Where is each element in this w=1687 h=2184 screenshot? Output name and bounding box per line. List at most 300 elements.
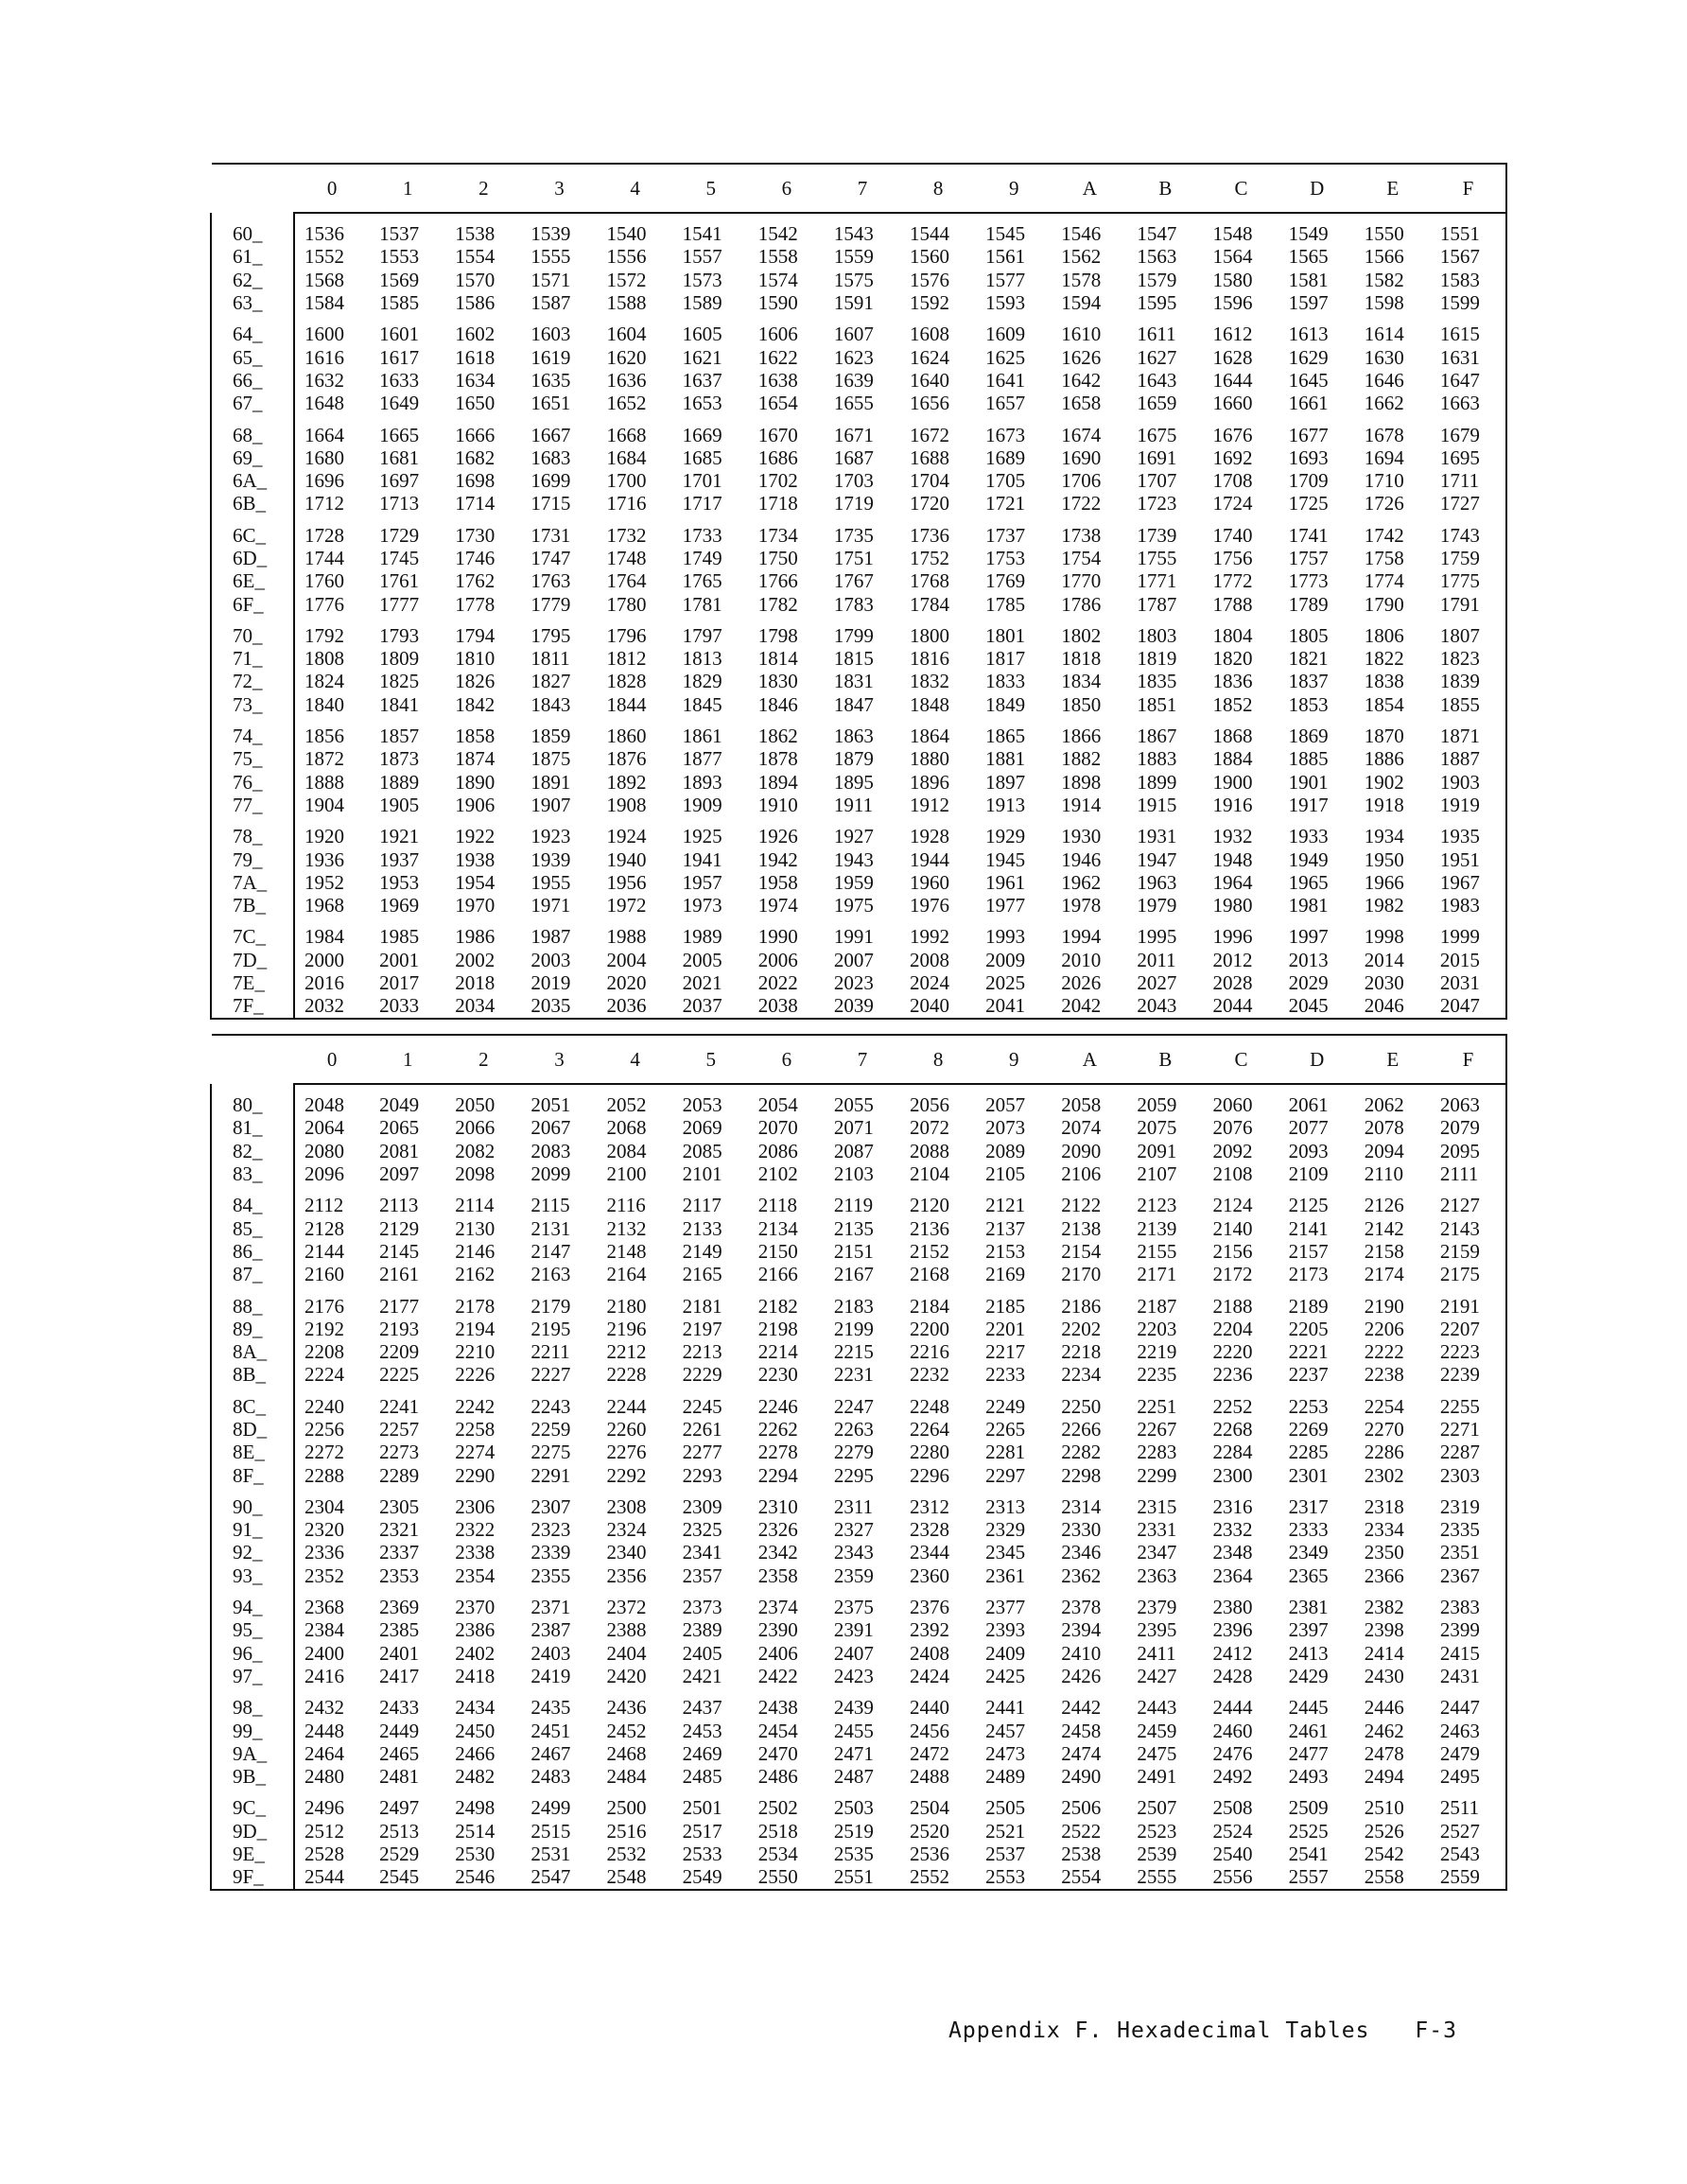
table-cell: 1595 <box>1137 291 1177 315</box>
table-cell: 1649 <box>379 392 420 415</box>
table-cell: 1730 <box>455 523 496 547</box>
table-cell: 1680 <box>304 446 344 469</box>
table-cell: 1908 <box>606 793 647 816</box>
table-cell: 1952 <box>304 870 344 894</box>
table-cell: 2126 <box>1364 1194 1404 1217</box>
table-cell: 2316 <box>1212 1494 1253 1518</box>
table-cell: 1842 <box>455 692 496 716</box>
table-cell: 1793 <box>379 623 420 647</box>
table-cell: 2007 <box>833 948 874 971</box>
table-row <box>211 771 1506 794</box>
table-row <box>211 670 1506 692</box>
table-cell: 1709 <box>1288 469 1329 493</box>
table-cell: 1815 <box>833 647 874 671</box>
table-cell: 1885 <box>1288 747 1329 771</box>
table-cell: 2147 <box>530 1239 571 1263</box>
table-cell: 2498 <box>455 1796 496 1820</box>
table-cell: 2351 <box>1439 1541 1480 1564</box>
table-cell: 2177 <box>379 1294 420 1318</box>
table-cell: 1706 <box>1061 469 1102 493</box>
table-cell: 1805 <box>1288 623 1329 647</box>
table-cell: 1867 <box>1137 725 1177 748</box>
table-cell: 1620 <box>606 345 647 369</box>
table-cell: 1803 <box>1137 623 1177 647</box>
table-cell: 1960 <box>910 870 949 894</box>
table-cell: 1593 <box>985 291 1026 315</box>
table-cell: 2491 <box>1137 1765 1177 1789</box>
table-cell: 2090 <box>1061 1139 1102 1162</box>
table-cell: 2281 <box>985 1441 1026 1464</box>
table-cell: 2140 <box>1212 1216 1253 1240</box>
table-cell: 2187 <box>1137 1294 1177 1318</box>
table-row <box>211 1719 1506 1741</box>
table-cell: 1727 <box>1439 492 1480 515</box>
table-cell: 2556 <box>1212 1865 1253 1889</box>
table-cell: 1992 <box>910 925 949 949</box>
row-label: 84_ <box>211 1185 294 1216</box>
table-cell: 2350 <box>1364 1541 1404 1564</box>
table-cell: 2380 <box>1212 1596 1253 1619</box>
table-cell: 2317 <box>1288 1494 1329 1518</box>
table-cell: 2559 <box>1439 1865 1480 1889</box>
table-cell: 1659 <box>1137 392 1177 415</box>
table-cell: 1895 <box>833 770 874 794</box>
table-cell: 1871 <box>1439 725 1480 748</box>
table-cell: 1700 <box>606 469 647 493</box>
table-cell: 2185 <box>985 1294 1026 1318</box>
table-cell: 1636 <box>606 368 647 392</box>
table-cell: 1652 <box>606 392 647 415</box>
column-header: C <box>1204 1035 1279 1084</box>
table-cell: 2173 <box>1288 1263 1329 1286</box>
table-cell: 2448 <box>304 1719 344 1742</box>
table-cell: 2071 <box>833 1116 874 1140</box>
table-cell: 1909 <box>682 793 722 816</box>
table-cell: 2411 <box>1137 1641 1176 1665</box>
table-cell: 1690 <box>1061 446 1102 469</box>
table-cell: 1781 <box>682 592 722 616</box>
table-cell: 2341 <box>682 1541 722 1564</box>
table-cell: 2055 <box>833 1093 874 1117</box>
table-cell: 1622 <box>757 345 798 369</box>
table-cell: 2552 <box>910 1865 949 1889</box>
table-cell: 2418 <box>455 1664 496 1687</box>
table-cell: 1657 <box>985 392 1026 415</box>
table-row <box>211 1820 1506 1843</box>
table-row <box>211 693 1506 716</box>
column-header: E <box>1355 1035 1431 1084</box>
table-cell: 1804 <box>1212 623 1253 647</box>
table-row <box>211 1441 1506 1463</box>
table-cell: 2293 <box>682 1463 722 1487</box>
table-cell: 1822 <box>1364 647 1404 671</box>
table-cell: 2357 <box>682 1564 722 1587</box>
table-cell: 2139 <box>1137 1216 1177 1240</box>
table-cell: 2516 <box>606 1819 647 1843</box>
table-cell: 2037 <box>682 994 722 1018</box>
table-cell: 1935 <box>1439 825 1480 848</box>
table-cell: 2052 <box>606 1093 647 1117</box>
table-cell: 2546 <box>455 1865 496 1889</box>
table-cell: 2162 <box>455 1263 496 1286</box>
table-cell: 1580 <box>1212 268 1253 291</box>
table-cell: 1609 <box>985 323 1026 346</box>
table-cell: 1826 <box>455 670 496 693</box>
table-cell: 2284 <box>1212 1441 1253 1464</box>
table-cell: 2493 <box>1288 1765 1329 1789</box>
table-cell: 2123 <box>1137 1194 1177 1217</box>
table-cell: 2176 <box>304 1294 344 1318</box>
table-cell: 1604 <box>606 323 647 346</box>
table-cell: 2180 <box>606 1294 647 1318</box>
row-label: 6A_ <box>211 469 294 492</box>
table-cell: 1683 <box>530 446 571 469</box>
table-cell: 1828 <box>606 670 647 693</box>
table-cell: 2155 <box>1137 1239 1177 1263</box>
table-cell: 2525 <box>1288 1819 1329 1843</box>
table-cell: 1808 <box>304 647 344 671</box>
table-cell: 1742 <box>1364 523 1404 547</box>
table-cell: 1961 <box>985 870 1026 894</box>
table-cell: 2175 <box>1439 1263 1480 1286</box>
table-row <box>211 1363 1506 1386</box>
table-cell: 2252 <box>1212 1394 1253 1418</box>
table-cell: 2262 <box>757 1418 798 1441</box>
table-cell: 2540 <box>1212 1843 1253 1866</box>
table-row <box>211 747 1506 770</box>
table-cell: 2264 <box>910 1418 949 1441</box>
column-header: B <box>1127 1035 1203 1084</box>
table-cell: 2074 <box>1061 1116 1102 1140</box>
table-cell: 1856 <box>304 725 344 748</box>
row-label: 7E_ <box>211 971 294 994</box>
table-cell: 1849 <box>985 692 1026 716</box>
table-cell: 2104 <box>910 1162 949 1186</box>
table-cell: 1628 <box>1212 345 1253 369</box>
table-cell: 1938 <box>455 847 496 871</box>
table-cell: 2438 <box>757 1696 798 1720</box>
table-cell: 1717 <box>682 492 722 515</box>
row-label: 91_ <box>211 1518 294 1541</box>
table-cell: 2370 <box>455 1596 496 1619</box>
table-cell: 2324 <box>606 1518 647 1542</box>
table-row <box>211 816 1506 847</box>
table-cell: 1638 <box>757 368 798 392</box>
table-cell: 1918 <box>1364 793 1404 816</box>
table-cell: 1703 <box>833 469 874 493</box>
table-cell: 2193 <box>379 1317 420 1340</box>
table-cell: 2315 <box>1137 1494 1177 1518</box>
table-cell: 2022 <box>757 971 798 995</box>
page-number: F-3 <box>1415 2018 1457 2043</box>
table-cell: 2291 <box>530 1463 571 1487</box>
table-cell: 1930 <box>1061 825 1102 848</box>
row-label: 73_ <box>211 693 294 716</box>
table-cell: 2445 <box>1288 1696 1329 1720</box>
table-cell: 1723 <box>1137 492 1177 515</box>
table-cell: 2151 <box>833 1239 874 1263</box>
table-cell: 2227 <box>530 1363 571 1387</box>
table-cell: 1969 <box>379 894 420 917</box>
table-cell: 1812 <box>606 647 647 671</box>
table-cell: 1912 <box>910 793 949 816</box>
table-cell: 2404 <box>606 1641 647 1665</box>
table-cell: 2388 <box>606 1618 647 1642</box>
table-cell: 2199 <box>833 1317 874 1340</box>
table-cell: 2336 <box>304 1541 344 1564</box>
table-cell: 2453 <box>682 1719 722 1742</box>
table-cell: 2347 <box>1137 1541 1177 1564</box>
table-cell: 2343 <box>833 1541 874 1564</box>
table-cell: 2149 <box>682 1239 722 1263</box>
row-label: 64_ <box>211 314 294 345</box>
table-row <box>211 1318 1506 1340</box>
table-cell: 1679 <box>1439 423 1480 446</box>
table-cell: 2557 <box>1288 1865 1329 1889</box>
table-cell: 2312 <box>910 1494 949 1518</box>
table-cell: 2009 <box>985 948 1026 971</box>
table-cell: 1913 <box>985 793 1026 816</box>
table-cell: 1611 <box>1137 323 1176 346</box>
table-cell: 2253 <box>1288 1394 1329 1418</box>
table-cell: 1767 <box>833 569 874 593</box>
table-cell: 2558 <box>1364 1865 1404 1889</box>
table-cell: 2165 <box>682 1263 722 1286</box>
column-header: 3 <box>521 1035 597 1084</box>
table-cell: 2255 <box>1439 1394 1480 1418</box>
table-cell: 2201 <box>985 1317 1026 1340</box>
table-cell: 1549 <box>1288 222 1329 246</box>
table-cell: 2084 <box>606 1139 647 1162</box>
table-cell: 2458 <box>1061 1719 1102 1742</box>
table-cell: 2013 <box>1288 948 1329 971</box>
table-cell: 1551 <box>1439 222 1480 246</box>
table-cell: 2136 <box>910 1216 949 1240</box>
table-cell: 1993 <box>985 925 1026 949</box>
table-cell: 2397 <box>1288 1618 1329 1642</box>
row-label: 82_ <box>211 1140 294 1162</box>
table-row <box>211 949 1506 971</box>
table-cell: 1594 <box>1061 291 1102 315</box>
table-cell: 2121 <box>985 1194 1026 1217</box>
table-cell: 1954 <box>455 870 496 894</box>
table-cell: 2020 <box>606 971 647 995</box>
table-cell: 1748 <box>606 547 647 569</box>
table-cell: 1777 <box>379 592 420 616</box>
table-cell: 1910 <box>757 793 798 816</box>
table-row <box>211 1665 1506 1687</box>
table-cell: 1626 <box>1061 345 1102 369</box>
table-cell: 1644 <box>1212 368 1253 392</box>
table-cell: 1846 <box>757 692 798 716</box>
table-cell: 2470 <box>757 1741 798 1765</box>
table-cell: 2062 <box>1364 1093 1404 1117</box>
table-cell: 1889 <box>379 770 420 794</box>
row-label: 61_ <box>211 245 294 268</box>
table-cell: 1708 <box>1212 469 1253 493</box>
table-cell: 2108 <box>1212 1162 1253 1186</box>
table-cell: 1575 <box>833 268 874 291</box>
table-cell: 2024 <box>910 971 949 995</box>
table-cell: 1676 <box>1212 423 1253 446</box>
table-cell: 2456 <box>910 1719 949 1742</box>
table-cell: 1705 <box>985 469 1026 493</box>
table-cell: 1612 <box>1212 323 1253 346</box>
table-cell: 1903 <box>1439 770 1480 794</box>
column-header: 6 <box>749 164 825 213</box>
table-cell: 1557 <box>682 245 722 269</box>
table-cell: 2476 <box>1212 1741 1253 1765</box>
table-cell: 1750 <box>757 547 798 569</box>
table-cell: 2041 <box>985 994 1026 1018</box>
table-cell: 1936 <box>304 847 344 871</box>
column-header: 1 <box>370 1035 445 1084</box>
table-cell: 1886 <box>1364 747 1404 771</box>
table-cell: 2063 <box>1439 1093 1480 1117</box>
table-cell: 2019 <box>530 971 571 995</box>
table-cell: 1641 <box>985 368 1026 392</box>
table-cell: 2096 <box>304 1162 344 1186</box>
table-cell: 2514 <box>455 1819 496 1843</box>
table-cell: 1692 <box>1212 446 1253 469</box>
column-header: F <box>1431 1035 1506 1084</box>
table-cell: 1779 <box>530 592 571 616</box>
table-cell: 2233 <box>985 1363 1026 1387</box>
table-cell: 1890 <box>455 770 496 794</box>
table-cell: 1561 <box>985 245 1026 269</box>
table-cell: 2242 <box>455 1394 496 1418</box>
table-cell: 1550 <box>1364 222 1404 246</box>
table-cell: 1797 <box>682 623 722 647</box>
table-row <box>211 1487 1506 1518</box>
table-cell: 1633 <box>379 368 420 392</box>
column-header: 0 <box>294 1035 370 1084</box>
table-cell: 2296 <box>910 1463 949 1487</box>
table-cell: 2526 <box>1364 1819 1404 1843</box>
table-cell: 2122 <box>1061 1194 1102 1217</box>
table-cell: 2415 <box>1439 1641 1480 1665</box>
row-label: 65_ <box>211 345 294 368</box>
table-cell: 2182 <box>757 1294 798 1318</box>
row-label: 80_ <box>211 1084 294 1116</box>
table-cell: 2508 <box>1212 1796 1253 1820</box>
table-cell: 1965 <box>1288 870 1329 894</box>
table-cell: 1883 <box>1137 747 1177 771</box>
table-cell: 2216 <box>910 1340 949 1364</box>
table-cell: 1929 <box>985 825 1026 848</box>
table-cell: 1687 <box>833 446 874 469</box>
table-cell: 2023 <box>833 971 874 995</box>
row-label: 7C_ <box>211 917 294 948</box>
table-cell: 2148 <box>606 1239 647 1263</box>
table-cell: 1757 <box>1288 547 1329 569</box>
table-cell: 2038 <box>757 994 798 1018</box>
table-cell: 2283 <box>1137 1441 1177 1464</box>
table-cell: 2501 <box>682 1796 722 1820</box>
column-header: A <box>1052 164 1127 213</box>
table-cell: 1911 <box>833 793 874 816</box>
table-cell: 2027 <box>1137 971 1177 995</box>
table-cell: 1818 <box>1061 647 1102 671</box>
table-cell: 1728 <box>304 523 344 547</box>
table-row <box>211 1765 1506 1788</box>
table-cell: 1660 <box>1212 392 1253 415</box>
table-cell: 2059 <box>1137 1093 1177 1117</box>
table-cell: 1560 <box>910 245 949 269</box>
table-row <box>211 1162 1506 1185</box>
table-cell: 1884 <box>1212 747 1253 771</box>
table-cell: 2134 <box>757 1216 798 1240</box>
table-cell: 1578 <box>1061 268 1102 291</box>
table-cell: 1987 <box>530 925 571 949</box>
table-cell: 2473 <box>985 1741 1026 1765</box>
row-label: 72_ <box>211 670 294 692</box>
table-cell: 2323 <box>530 1518 571 1542</box>
table-cell: 1882 <box>1061 747 1102 771</box>
table-cell: 2213 <box>682 1340 722 1364</box>
table-cell: 2326 <box>757 1518 798 1542</box>
table-cell: 1864 <box>910 725 949 748</box>
table-row <box>211 1587 1506 1618</box>
table-cell: 2210 <box>455 1340 496 1364</box>
table-cell: 2117 <box>682 1194 722 1217</box>
table-cell: 1754 <box>1061 547 1102 569</box>
table-cell: 1617 <box>379 345 420 369</box>
table-cell: 1579 <box>1137 268 1177 291</box>
table-cell: 2362 <box>1061 1564 1102 1587</box>
table-cell: 2076 <box>1212 1116 1253 1140</box>
table-cell: 2455 <box>833 1719 874 1742</box>
table-cell: 2428 <box>1212 1664 1253 1687</box>
table-cell: 1548 <box>1212 222 1253 246</box>
table-cell: 1834 <box>1061 670 1102 693</box>
table-cell: 2387 <box>530 1618 571 1642</box>
table-cell: 2442 <box>1061 1696 1102 1720</box>
table-cell: 2490 <box>1061 1765 1102 1789</box>
row-label: 9B_ <box>211 1765 294 1788</box>
table-cell: 1901 <box>1288 770 1329 794</box>
table-cell: 1794 <box>455 623 496 647</box>
table-cell: 2249 <box>985 1394 1026 1418</box>
table-cell: 2209 <box>379 1340 420 1364</box>
table-cell: 2305 <box>379 1494 420 1518</box>
table-cell: 1681 <box>379 446 420 469</box>
table-cell: 2014 <box>1364 948 1404 971</box>
table-row <box>211 1865 1506 1889</box>
table-cell: 1991 <box>833 925 874 949</box>
table-cell: 1997 <box>1288 925 1329 949</box>
table-cell: 1972 <box>606 894 647 917</box>
table-cell: 1722 <box>1061 492 1102 515</box>
table-cell: 2143 <box>1439 1216 1480 1240</box>
table-cell: 1953 <box>379 870 420 894</box>
table-cell: 1691 <box>1137 446 1177 469</box>
table-cell: 2077 <box>1288 1116 1329 1140</box>
table-cell: 1698 <box>455 469 496 493</box>
table-cell: 1995 <box>1137 925 1177 949</box>
table-cell: 2067 <box>530 1116 571 1140</box>
table-cell: 1866 <box>1061 725 1102 748</box>
table-cell: 1971 <box>530 894 571 917</box>
table-cell: 2114 <box>455 1194 495 1217</box>
table-row <box>211 1263 1506 1285</box>
table-cell: 2372 <box>606 1596 647 1619</box>
table-cell: 2419 <box>530 1664 571 1687</box>
table-cell: 2275 <box>530 1441 571 1464</box>
table-cell: 2484 <box>606 1765 647 1789</box>
table-cell: 2228 <box>606 1363 647 1387</box>
table-cell: 1765 <box>682 569 722 593</box>
